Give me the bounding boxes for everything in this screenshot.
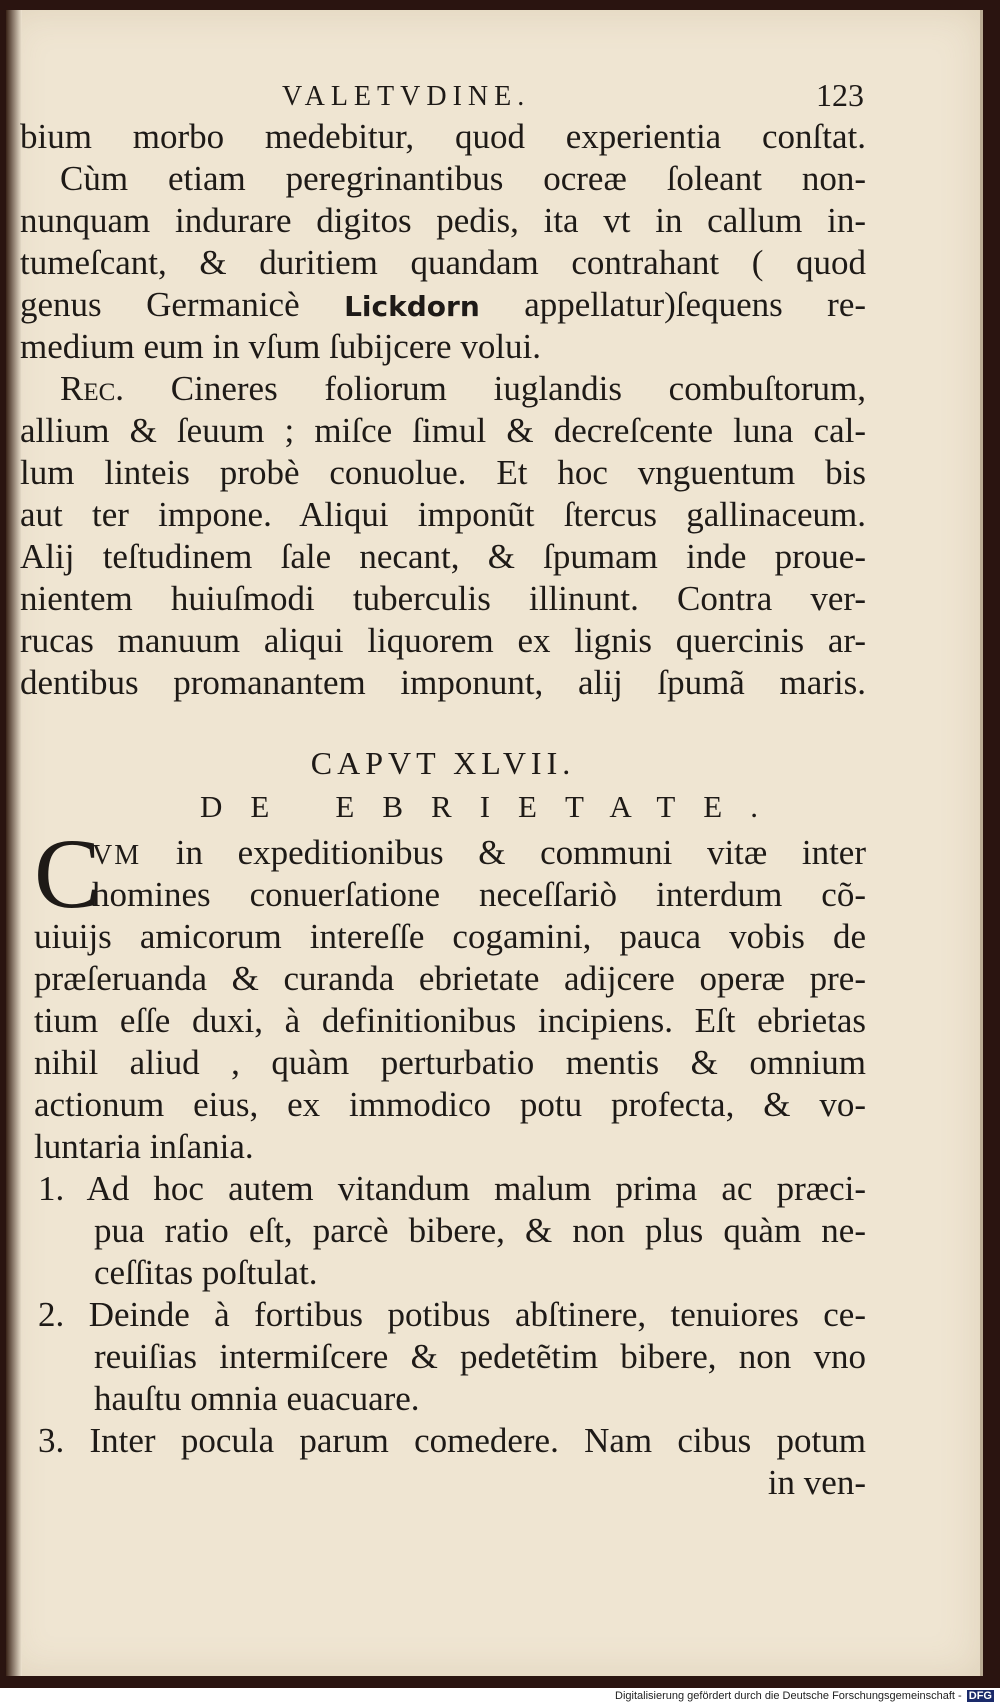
chapter-line: uiuijs amicorum intereſſe cogamini, pauca vobis de	[34, 917, 866, 956]
genus-prefix: genus Germanicè	[20, 285, 300, 324]
body-line: aut ter impone. Aliqui imponũt ſtercus gallinaceum.	[20, 495, 866, 534]
chapter-line: homines conuerſatione neceſſariò interdum cõ-	[92, 875, 866, 914]
body-line: rucas manuum aliqui liquorem ex lignis quercinis ar-	[20, 621, 866, 660]
list-text: Inter pocula parum comedere. Nam cibus potum	[89, 1421, 866, 1460]
chapter-opening	[20, 818, 866, 929]
chapter-line-text: in expeditionibus & communi vitæ inter	[175, 833, 866, 872]
drop-cap: C	[34, 818, 101, 929]
catchword: in ven-	[767, 1463, 866, 1502]
page-number: 123	[816, 77, 864, 113]
body-line: medium eum in vſum ſubijcere volui.	[20, 327, 542, 366]
body-line: lum linteis probè conuolue. Et hoc vnguentum bis	[20, 453, 866, 492]
body-line: dentibus promanantem imponunt, alij ſpumã maris.	[20, 663, 866, 702]
body-line-genus	[20, 284, 866, 326]
list-line: hauſtu omnia euacuare.	[94, 1379, 420, 1418]
chapter-title: DE EBRIETATE.	[200, 789, 786, 824]
fraktur-word: Lickdorn	[344, 290, 480, 323]
page-text	[20, 70, 866, 1504]
list-text: Deinde à fortibus potibus abſtinere, tenuiores ce-	[88, 1295, 866, 1334]
footer-text: Digitalisierung gefördert durch die Deutsche Forschungsgemeinschaft -	[615, 1690, 962, 1702]
list-line: ceſſitas poſtulat.	[94, 1253, 318, 1292]
chapter-heading: CAPVT XLVII.	[310, 745, 576, 781]
chapter-line: tium eſſe duxi, à definitionibus incipiens. Eſt ebrietas	[34, 1001, 866, 1040]
body-line: Alij teſtudinem ſale necant, & ſpumam inde proue-	[20, 537, 866, 576]
list-text: Ad hoc autem vitandum malum prima ac præci-	[86, 1169, 866, 1208]
book-page	[6, 10, 983, 1676]
chapter-line: luntaria inſania.	[34, 1127, 254, 1166]
body-line: bium morbo medebitur, quod experientia conſtat.	[20, 117, 866, 156]
running-title: VALETVDINE.	[282, 81, 531, 112]
digitization-footer	[615, 1690, 994, 1702]
list-item-2	[20, 1294, 866, 1336]
running-head	[20, 70, 866, 116]
list-line: pua ratio eſt, parcè bibere, & non plus quàm ne-	[94, 1211, 866, 1250]
body-line: tumeſcant, & duritiem quandam contrahant ( quod	[20, 243, 866, 282]
chapter-line	[20, 832, 866, 874]
list-item-1	[20, 1168, 866, 1210]
rec-text: Cineres foliorum iuglandis combuſtorum,	[170, 369, 867, 408]
body-line-rec	[20, 368, 866, 410]
dfg-logo: DFG	[968, 1690, 992, 1702]
list-number: 2.	[38, 1295, 65, 1334]
body-line: nientem huiuſmodi tuberculis illinunt. Contra ver-	[20, 579, 866, 618]
rec-label: Rec.	[60, 369, 125, 408]
list-number: 1.	[38, 1169, 65, 1208]
chapter-line: nihil aliud , quàm perturbatio mentis & omnium	[34, 1043, 866, 1082]
list-number: 3.	[38, 1421, 65, 1460]
body-line: nunquam indurare digitos pedis, ita vt in callum in-	[20, 201, 866, 240]
list-item-3	[20, 1420, 866, 1462]
body-line: Cùm etiam peregrinantibus ocreæ ſoleant non-	[60, 159, 866, 198]
body-line: allium & ſeuum ; miſce ſimul & decreſcente luna cal-	[20, 411, 866, 450]
chapter-line: actionum eius, ex immodico potu profecta, & vo-	[34, 1085, 866, 1124]
list-line: reuiſias intermiſcere & pedetẽtim bibere, non vno	[94, 1337, 866, 1376]
small-caps-word: VM	[92, 840, 142, 871]
chapter-line: præſeruanda & curanda ebrietate adijcere operæ pre-	[34, 959, 866, 998]
genus-suffix: appellatur)ſequens re-	[524, 285, 867, 324]
